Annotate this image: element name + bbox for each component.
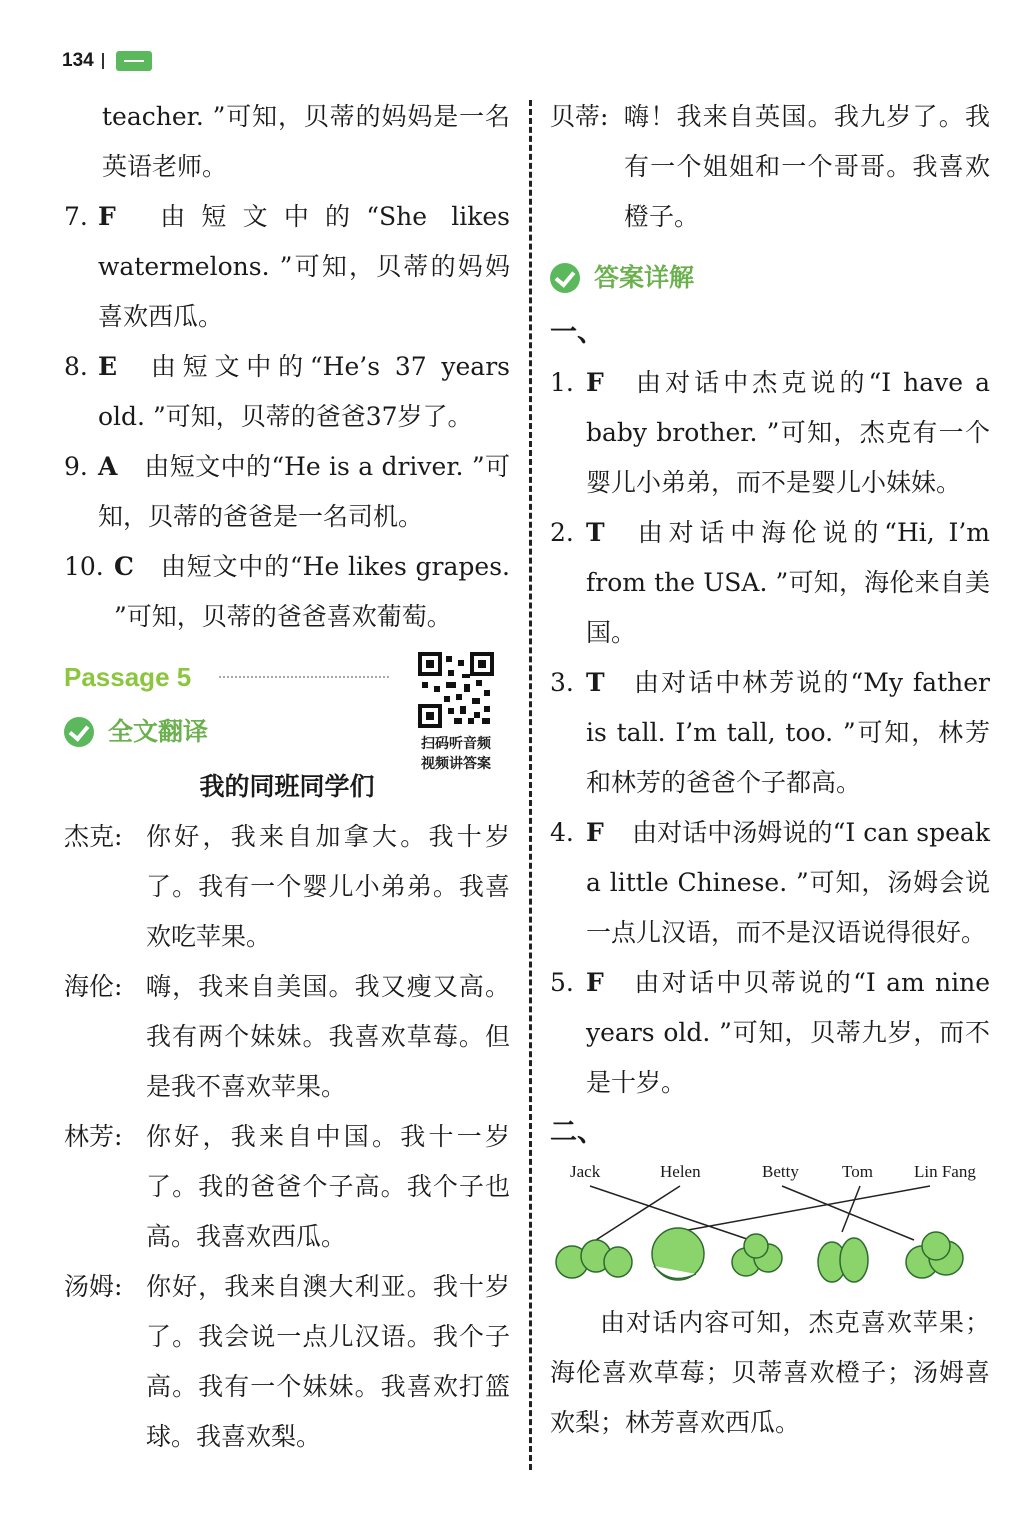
answer-explanation: 由短文中的“He is a driver. ”可知，贝蒂的爸爸是一名司机。: [98, 452, 510, 531]
section-label: 答案详解: [594, 264, 695, 292]
watermelon-icon: [652, 1228, 704, 1280]
pears-icon: [818, 1238, 868, 1282]
answer-letter: E: [98, 352, 118, 381]
answer-item-8: [64, 342, 510, 442]
answer-explanation: 由短文中的“He’s 37 years old. ”可知，贝蒂的爸爸37岁了。: [98, 352, 510, 431]
item-number: 10.: [64, 552, 104, 581]
apples-icon: [732, 1234, 782, 1276]
item-number: 7.: [64, 202, 88, 231]
answer-item-10: [64, 542, 510, 642]
speaker: 杰克:: [64, 822, 123, 851]
answer-item-7: [64, 192, 510, 342]
dialogue-line: [64, 812, 510, 962]
item-number: 5.: [550, 968, 574, 997]
series-badge-icon: [116, 51, 152, 71]
part-one-heading: 一、: [550, 317, 604, 348]
header-separator: [102, 53, 104, 69]
translation-title: 我的同班同学们: [199, 772, 375, 801]
item-number: 1.: [550, 368, 574, 397]
name-label: Lin Fang: [914, 1162, 976, 1181]
answer-explanation: 由对话中林芳说的“My father is tall. I’m tall, too. ”可知，林芳和林芳的爸爸个子都高。: [586, 668, 990, 797]
column-divider: [529, 100, 532, 1470]
name-label: Jack: [570, 1162, 601, 1181]
dialogue-line: [64, 962, 510, 1112]
answer-letter: T: [586, 668, 605, 697]
check-circle-icon: [64, 717, 94, 747]
answer-item-9: [64, 442, 510, 542]
page-number: 134: [62, 50, 94, 71]
item-number: 8.: [64, 352, 88, 381]
right-column: [550, 92, 990, 1448]
page-header: [62, 48, 152, 74]
answer-letter: T: [586, 518, 605, 547]
qr-caption: 扫码听音频 视频讲答案: [421, 736, 491, 772]
speaker: 海伦:: [64, 972, 123, 1001]
answer-explanation: 由短文中的“She likes watermelons. ”可知，贝蒂的妈妈喜欢西瓜。: [98, 202, 510, 331]
left-column: [64, 92, 510, 1462]
answer-item: [550, 508, 990, 658]
dialogue-text: 嗨！我来自英国。我九岁了。我有一个姐姐和一个哥哥。我喜欢橙子。: [624, 102, 990, 231]
strawberries-icon: [556, 1240, 632, 1278]
speaker: 汤姆:: [64, 1272, 123, 1301]
answer-explanation: 由短文中的“He likes grapes. ”可知，贝蒂的爸爸喜欢葡萄。: [114, 552, 510, 631]
answer-letter: F: [586, 368, 604, 397]
answer-explanation: 由对话中汤姆说的“I can speak a little Chinese. ”可知，汤姆会说一点儿汉语，而不是汉语说得很好。: [586, 818, 990, 947]
check-circle-icon: [550, 263, 580, 293]
answer-explanation: 由对话中海伦说的“Hi, I’m from the USA. ”可知，海伦来自美国。: [586, 518, 990, 647]
part-two-heading: 二、: [550, 1117, 604, 1148]
answer-letter: F: [98, 202, 116, 231]
matching-diagram: [550, 1162, 990, 1292]
answer-item: [550, 658, 990, 808]
dialogue-text: 你好，我来自加拿大。我十岁了。我有一个婴儿小弟弟。我喜欢吃苹果。: [146, 822, 510, 951]
conclusion-text: 由对话内容可知，杰克喜欢苹果；海伦喜欢草莓；贝蒂喜欢橙子；汤姆喜欢梨；林芳喜欢西瓜。: [550, 1308, 990, 1437]
speaker: 贝蒂:: [550, 102, 609, 131]
dialogue-text: 嗨，我来自美国。我又瘦又高。我有两个妹妹。我喜欢草莓。但是我不喜欢苹果。: [146, 972, 510, 1101]
answer-letter: C: [114, 552, 134, 581]
name-label: Helen: [660, 1162, 701, 1181]
qr-code-icon[interactable]: [418, 652, 494, 728]
dialogue-line: [64, 1262, 510, 1462]
answer-letter: F: [586, 968, 604, 997]
item-number: 9.: [64, 452, 88, 481]
answer-explanation: 由对话中贝蒂说的“I am nine years old. ”可知，贝蒂九岁，而不是十岁。: [586, 968, 990, 1097]
dialogue-text: 你好，我来自中国。我十一岁了。我的爸爸个子高。我个子也高。我喜欢西瓜。: [146, 1122, 510, 1251]
answer-letter: A: [98, 452, 118, 481]
dialogue-line: [550, 92, 990, 242]
name-label: Betty: [762, 1162, 799, 1181]
speaker: 林芳:: [64, 1122, 123, 1151]
item-number: 3.: [550, 668, 574, 697]
item-number: 4.: [550, 818, 574, 847]
answer-item: [550, 358, 990, 508]
dotted-rule: [219, 676, 389, 678]
item-number: 2.: [550, 518, 574, 547]
answer-letter: F: [586, 818, 604, 847]
oranges-icon: [906, 1232, 963, 1278]
name-label: Tom: [842, 1162, 873, 1181]
answer-item: [550, 958, 990, 1108]
answer-continuation: teacher. ”可知，贝蒂的妈妈是一名英语老师。: [102, 102, 510, 181]
section-answers: [550, 248, 990, 308]
passage-title: Passage 5: [64, 662, 192, 692]
dialogue-text: 你好，我来自澳大利亚。我十岁了。我会说一点儿汉语。我个子高。我有一个妹妹。我喜欢打篮球。我喜欢梨。: [146, 1272, 510, 1451]
answer-explanation: 由对话中杰克说的“I have a baby brother. ”可知，杰克有一个婴儿小弟弟，而不是婴儿小妹妹。: [586, 368, 990, 497]
dialogue-line: [64, 1112, 510, 1262]
section-label: 全文翻译: [108, 718, 209, 746]
answer-item: [550, 808, 990, 958]
